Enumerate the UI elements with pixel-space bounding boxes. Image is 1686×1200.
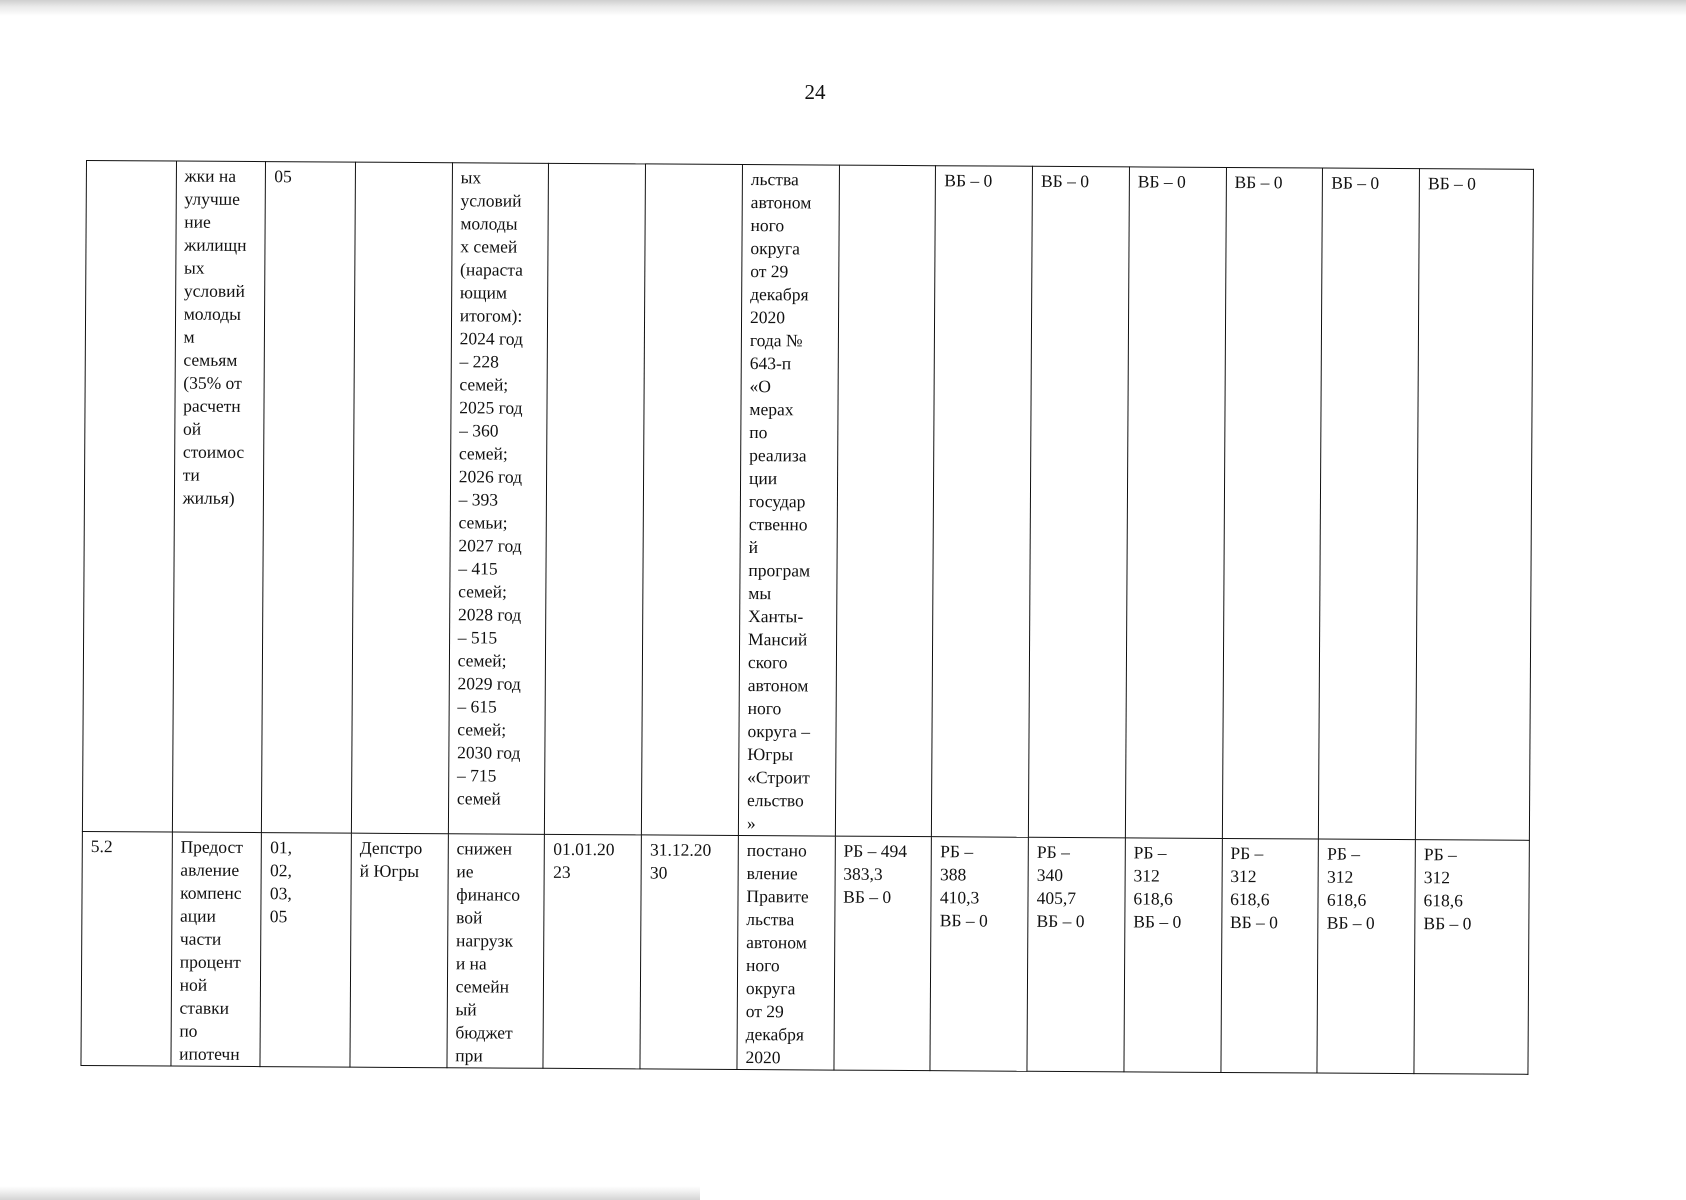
cell-start-date: 01.01.20 23 xyxy=(543,834,641,1069)
cell-executor: Депстро й Югры xyxy=(350,833,448,1068)
page-number: 24 xyxy=(804,80,826,104)
cell-year-value: РБ – 388 410,3 ВБ – 0 xyxy=(930,837,1028,1072)
cell-name: Предост авление компенс ации части процент ной ставки по ипотечн xyxy=(171,832,262,1067)
cell-executor xyxy=(351,162,452,834)
scan-edge-bottom xyxy=(0,1186,700,1200)
cell-end-date xyxy=(642,164,743,836)
cell-number xyxy=(82,161,176,833)
cell-result: ых условий молоды х семей (нараста ющим итогом): 2024 год – 228 семей; 2025 год – 360 семей; 2026 год – 393 семьи; 2027 год – 415 семей; 2028 год – 515 семей; 2029 год – 615 семей; 2030 год – 715 семей xyxy=(448,163,549,835)
cell-year-value: ВБ – 0 xyxy=(1222,167,1323,839)
cell-number: 5.2 xyxy=(81,831,172,1066)
cell-year-value: ВБ – 0 xyxy=(1319,168,1420,840)
cell-result: снижен ие финансо вой нагрузк и на семейн ый бюджет при xyxy=(447,834,545,1069)
cell-codes: 05 xyxy=(262,162,356,834)
table-container xyxy=(80,160,1534,1075)
cell-year-value: РБ – 312 618,6 ВБ – 0 xyxy=(1221,838,1319,1073)
scan-edge-top xyxy=(0,0,1686,16)
cell-end-date: 31.12.20 30 xyxy=(640,835,738,1070)
table-row-5-2 xyxy=(81,831,1529,1074)
cell-year-value: РБ – 312 618,6 ВБ – 0 xyxy=(1317,839,1415,1074)
program-table xyxy=(80,160,1534,1075)
cell-year-value: ВБ – 0 xyxy=(1415,169,1533,841)
cell-year-value: РБ – 312 618,6 ВБ – 0 xyxy=(1124,838,1222,1073)
table-row-continuation xyxy=(82,161,1533,841)
cell-year-value: ВБ – 0 xyxy=(1029,166,1130,838)
cell-basis: льства автоном ного округа от 29 декабря 2020 года № 643-п «О мерах по реализа ции государ ственно й програм мы Ханты- Мансий ского автоном ного округа – Югры «Строит ельство » xyxy=(738,165,839,837)
cell-year-value: ВБ – 0 xyxy=(1125,167,1226,839)
cell-name: жки на улучше ние жилищн ых условий молоды м семьям (35% от расчетн ой стоимос ти жилья) xyxy=(172,161,266,833)
cell-total: РБ – 494 383,3 ВБ – 0 xyxy=(834,836,932,1071)
cell-year-value: РБ – 340 405,7 ВБ – 0 xyxy=(1027,837,1125,1072)
cell-year-value: РБ – 312 618,6 ВБ – 0 xyxy=(1414,840,1529,1075)
cell-year-value: ВБ – 0 xyxy=(932,166,1033,838)
cell-total xyxy=(835,165,936,837)
cell-basis: постано вление Правите льства автоном ного округа от 29 декабря 2020 xyxy=(737,835,835,1070)
cell-codes: 01, 02, 03, 05 xyxy=(260,833,351,1068)
cell-start-date xyxy=(545,163,646,835)
